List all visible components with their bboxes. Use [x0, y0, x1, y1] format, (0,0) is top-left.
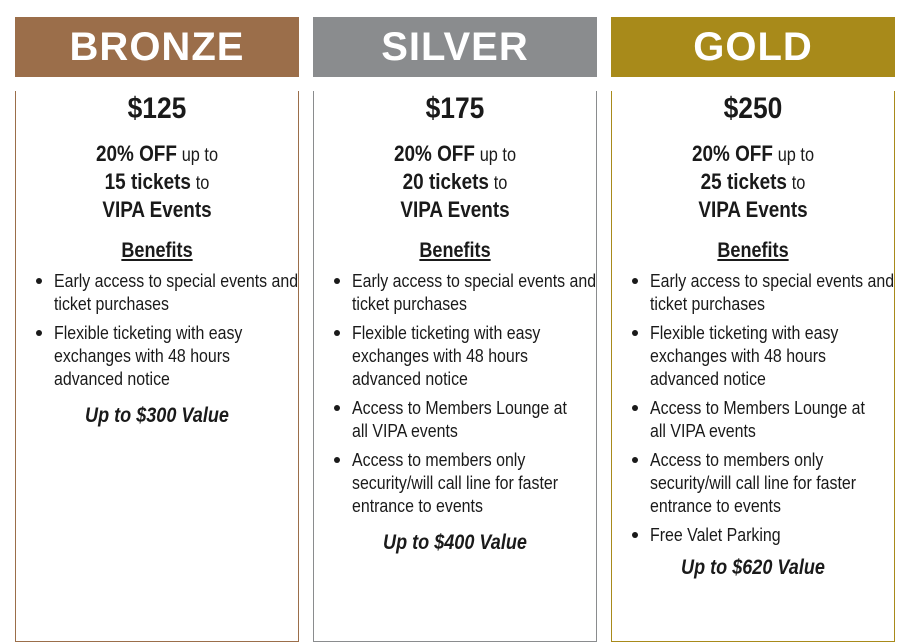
discount-percent: 20% OFF	[393, 141, 475, 166]
benefit-item: Free Valet Parking	[612, 523, 894, 546]
bullet-icon	[36, 330, 42, 336]
benefit-item: Flexible ticketing with easy exchanges with 48 hours advanced notice	[16, 321, 298, 390]
tier-card-bronze	[15, 17, 299, 642]
tier-price: $125	[127, 92, 187, 125]
tier-body	[15, 91, 299, 642]
benefits-list	[612, 269, 894, 546]
benefits-heading: Benefits	[121, 239, 193, 262]
discount-upto: up to	[181, 145, 219, 166]
tier-header	[15, 17, 299, 77]
bullet-icon	[632, 532, 638, 538]
tier-price: $250	[723, 92, 783, 125]
benefits-list	[16, 269, 298, 390]
discount-events: VIPA Events	[400, 197, 510, 222]
benefit-item: Access to members only security/will call line for faster entrance to events	[314, 448, 596, 517]
bullet-icon	[632, 330, 638, 336]
discount-to: to	[195, 173, 210, 194]
benefit-item: Flexible ticketing with easy exchanges with 48 hours advanced notice	[612, 321, 894, 390]
tier-value: Up to $620 Value	[681, 556, 825, 579]
tier-discount	[334, 141, 577, 224]
benefits-heading: Benefits	[717, 239, 789, 262]
discount-tickets: 20 tickets	[402, 169, 489, 194]
discount-percent: 20% OFF	[95, 141, 177, 166]
tier-discount	[36, 141, 279, 224]
benefit-item: Early access to special events and ticket purchases	[16, 269, 298, 315]
tier-header	[611, 17, 895, 77]
bullet-icon	[632, 278, 638, 284]
benefits-list	[314, 269, 596, 517]
tier-body	[313, 91, 597, 642]
tier-name: GOLD	[693, 24, 813, 69]
discount-to: to	[791, 173, 806, 194]
benefits-heading: Benefits	[419, 239, 491, 262]
tier-value: Up to $300 Value	[85, 404, 229, 427]
tier-discount	[632, 141, 875, 224]
benefit-item: Access to Members Lounge at all VIPA events	[612, 396, 894, 442]
discount-events: VIPA Events	[102, 197, 212, 222]
bullet-icon	[334, 457, 340, 463]
benefit-item: Early access to special events and ticket purchases	[314, 269, 596, 315]
bullet-icon	[36, 278, 42, 284]
tier-price: $175	[425, 92, 485, 125]
tier-name: BRONZE	[69, 24, 245, 69]
tier-card-gold	[611, 17, 895, 642]
discount-tickets: 15 tickets	[104, 169, 191, 194]
discount-events: VIPA Events	[698, 197, 808, 222]
tier-name: SILVER	[381, 24, 529, 69]
bullet-icon	[632, 457, 638, 463]
bullet-icon	[334, 330, 340, 336]
tier-body	[611, 91, 895, 642]
tier-header	[313, 17, 597, 77]
discount-upto: up to	[777, 145, 815, 166]
discount-to: to	[493, 173, 508, 194]
tier-card-silver	[313, 17, 597, 642]
discount-percent: 20% OFF	[691, 141, 773, 166]
benefit-item: Access to Members Lounge at all VIPA events	[314, 396, 596, 442]
discount-upto: up to	[479, 145, 517, 166]
bullet-icon	[334, 405, 340, 411]
benefit-item: Access to members only security/will call line for faster entrance to events	[612, 448, 894, 517]
benefit-item: Early access to special events and ticket purchases	[612, 269, 894, 315]
discount-tickets: 25 tickets	[700, 169, 787, 194]
bullet-icon	[334, 278, 340, 284]
benefit-item: Flexible ticketing with easy exchanges with 48 hours advanced notice	[314, 321, 596, 390]
bullet-icon	[632, 405, 638, 411]
tier-value: Up to $400 Value	[383, 531, 527, 554]
